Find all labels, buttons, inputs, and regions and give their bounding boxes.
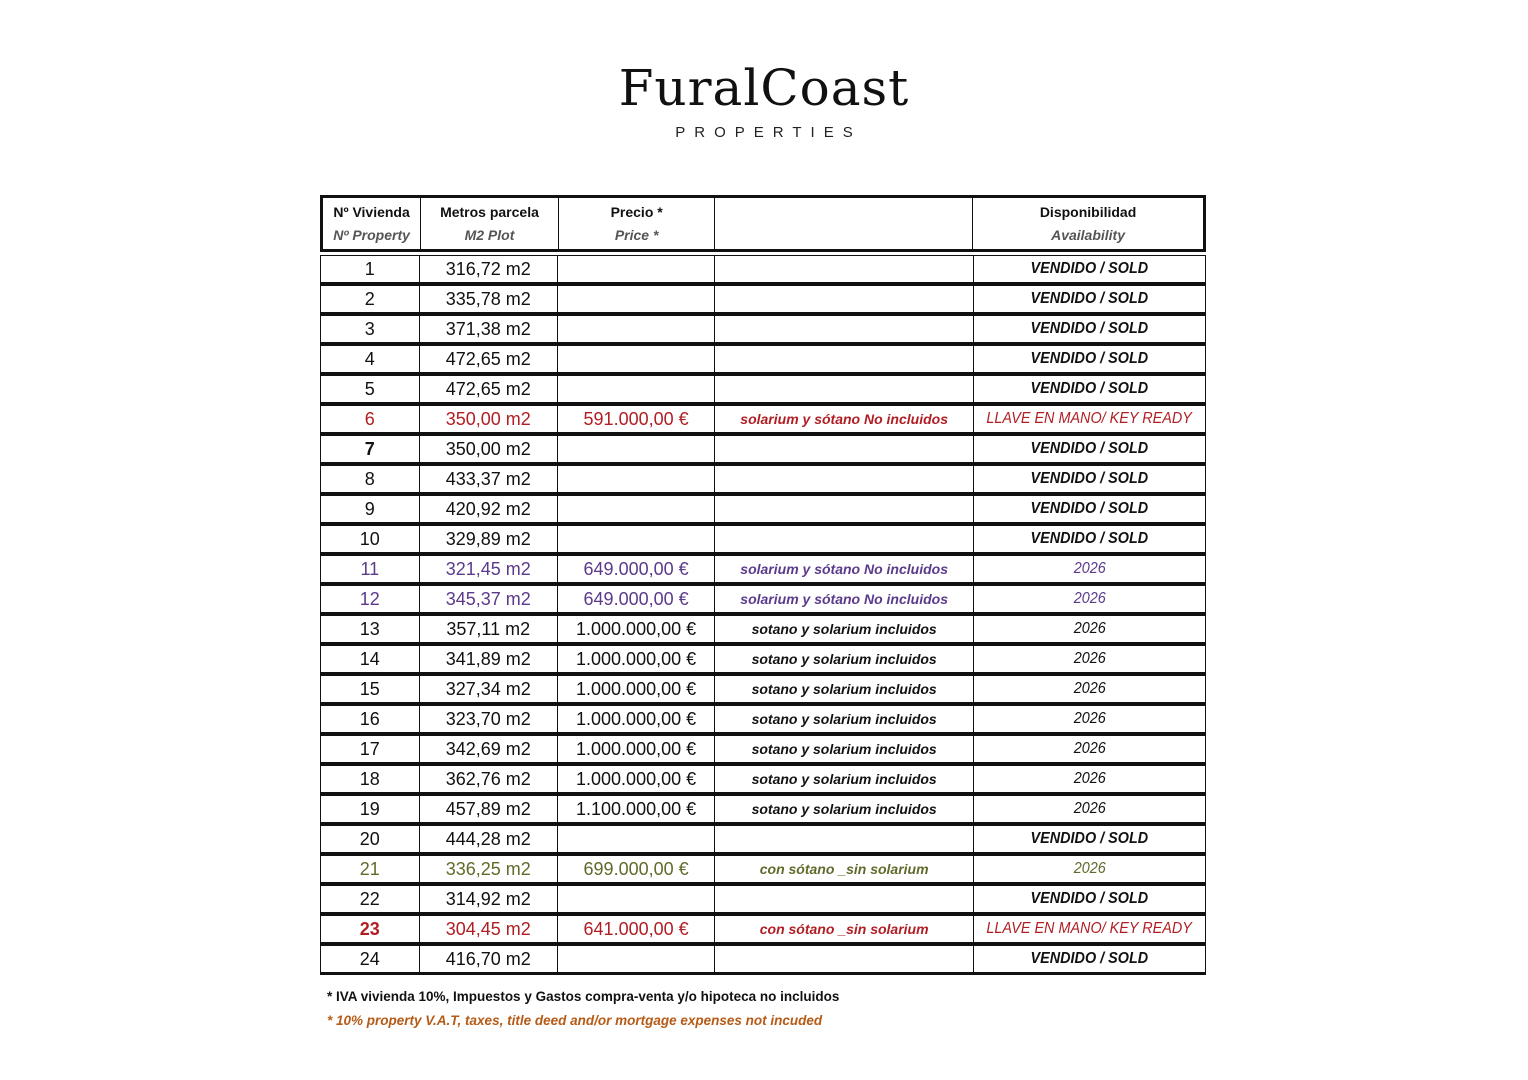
cell-plot-size: 327,34 m2 [445, 678, 531, 699]
cell-plot-size: 472,65 m2 [445, 378, 531, 399]
cell-availability: 2026 [1073, 560, 1106, 577]
cell-availability: VENDIDO / SOLD [1030, 290, 1149, 307]
cell-property-number: 13 [359, 618, 380, 639]
cell-notes: con sótano _sin solarium [759, 921, 929, 937]
cell-price: 1.000.000,00 € [576, 618, 697, 639]
table-row [320, 585, 1206, 615]
cell-availability: 2026 [1073, 800, 1106, 817]
cell-property-number: 1 [364, 258, 375, 279]
cell-plot-size: 472,65 m2 [445, 348, 531, 369]
cell-plot-size: 323,70 m2 [445, 708, 531, 729]
table-row [320, 525, 1206, 555]
table-row [320, 735, 1206, 765]
cell-availability: 2026 [1073, 590, 1106, 607]
cell-price: 1.000.000,00 € [576, 708, 697, 729]
cell-property-number: 10 [359, 528, 380, 549]
cell-plot-size: 336,25 m2 [445, 858, 531, 879]
cell-availability: VENDIDO / SOLD [1030, 260, 1149, 277]
cell-price: 1.100.000,00 € [576, 798, 697, 819]
cell-property-number: 9 [364, 498, 375, 519]
table-row [320, 255, 1206, 285]
cell-plot-size: 433,37 m2 [445, 468, 531, 489]
cell-plot-size: 357,11 m2 [446, 618, 531, 639]
table-row [320, 495, 1206, 525]
table-row [320, 555, 1206, 585]
cell-notes: sotano y solarium incluidos [751, 681, 937, 697]
company-logo [0, 58, 1528, 141]
cell-notes: solarium y sótano No incluidos [740, 591, 948, 607]
cell-availability: VENDIDO / SOLD [1030, 440, 1149, 457]
table-row [320, 465, 1206, 495]
cell-availability: VENDIDO / SOLD [1030, 830, 1149, 847]
cell-plot-size: 314,92 m2 [445, 888, 531, 909]
cell-property-number: 17 [359, 738, 380, 759]
header-availability: Disponibilidad Availability [1039, 204, 1137, 243]
cell-property-number: 19 [359, 798, 380, 819]
cell-plot-size: 457,89 m2 [445, 798, 531, 819]
cell-availability: VENDIDO / SOLD [1030, 950, 1149, 967]
cell-plot-size: 350,00 m2 [445, 438, 531, 459]
cell-property-number: 3 [364, 318, 375, 339]
table-row [320, 405, 1206, 435]
cell-property-number: 22 [359, 888, 380, 909]
header-property-number: Nº Vivienda Nº Property [323, 198, 421, 249]
table-row [320, 615, 1206, 645]
table-row [320, 915, 1206, 945]
cell-availability: LLAVE EN MANO/ KEY READY [986, 410, 1193, 427]
cell-property-number: 23 [359, 918, 380, 939]
cell-availability: 2026 [1073, 770, 1106, 787]
table-row [320, 375, 1206, 405]
table-row [320, 645, 1206, 675]
cell-availability: 2026 [1073, 680, 1106, 697]
table-body [320, 255, 1206, 975]
cell-property-number: 14 [359, 648, 380, 669]
cell-availability: VENDIDO / SOLD [1030, 380, 1149, 397]
cell-availability: 2026 [1073, 860, 1106, 877]
cell-plot-size: 444,28 m2 [445, 828, 531, 849]
table-row [320, 345, 1206, 375]
cell-availability: VENDIDO / SOLD [1030, 350, 1149, 367]
cell-property-number: 8 [364, 468, 375, 489]
cell-availability: VENDIDO / SOLD [1030, 890, 1149, 907]
cell-price: 1.000.000,00 € [576, 768, 697, 789]
cell-price: 649.000,00 € [583, 588, 689, 609]
cell-availability: VENDIDO / SOLD [1030, 500, 1149, 517]
cell-plot-size: 335,78 m2 [445, 288, 531, 309]
cell-availability: VENDIDO / SOLD [1030, 320, 1149, 337]
cell-plot-size: 345,37 m2 [445, 588, 531, 609]
cell-notes: sotano y solarium incluidos [751, 801, 937, 817]
cell-availability: VENDIDO / SOLD [1030, 530, 1149, 547]
cell-notes: sotano y solarium incluidos [751, 741, 937, 757]
table-row [320, 825, 1206, 855]
cell-plot-size: 362,76 m2 [445, 768, 531, 789]
cell-plot-size: 304,45 m2 [445, 918, 531, 939]
cell-property-number: 2 [364, 288, 375, 309]
footnote-spanish: * IVA vivienda 10%, Impuestos y Gastos compra-venta y/o hipoteca no incluidos [327, 989, 840, 1004]
cell-price: 591.000,00 € [583, 408, 689, 429]
cell-price: 1.000.000,00 € [576, 738, 697, 759]
cell-price: 699.000,00 € [583, 858, 689, 879]
cell-plot-size: 316,72 m2 [445, 258, 531, 279]
cell-property-number: 20 [359, 828, 380, 849]
cell-plot-size: 321,45 m2 [445, 558, 531, 579]
cell-notes: sotano y solarium incluidos [751, 711, 937, 727]
cell-availability: 2026 [1073, 740, 1106, 757]
table-header [320, 195, 1206, 252]
cell-notes: sotano y solarium incluidos [751, 771, 937, 787]
availability-table [320, 195, 1206, 975]
table-row [320, 285, 1206, 315]
table-row [320, 675, 1206, 705]
cell-plot-size: 329,89 m2 [445, 528, 531, 549]
cell-notes: sotano y solarium incluidos [751, 621, 937, 637]
header-price: Precio * Price * [559, 198, 716, 249]
cell-price: 649.000,00 € [583, 558, 689, 579]
cell-property-number: 5 [364, 378, 375, 399]
logo-subtitle: PROPERTIES [675, 124, 862, 141]
cell-price: 1.000.000,00 € [576, 678, 697, 699]
table-row [320, 315, 1206, 345]
cell-plot-size: 371,38 m2 [445, 318, 531, 339]
cell-property-number: 4 [364, 348, 375, 369]
table-row [320, 945, 1206, 975]
cell-notes: sotano y solarium incluidos [751, 651, 937, 667]
logo-wordmark: FuralCoast [618, 59, 910, 117]
table-row [320, 705, 1206, 735]
cell-notes: solarium y sótano No incluidos [740, 411, 948, 427]
cell-property-number: 24 [359, 948, 380, 969]
table-row [320, 435, 1206, 465]
header-plot-size: Metros parcela M2 Plot [421, 198, 559, 249]
cell-availability: VENDIDO / SOLD [1030, 470, 1149, 487]
cell-plot-size: 342,69 m2 [445, 738, 531, 759]
table-row [320, 795, 1206, 825]
cell-property-number: 21 [359, 858, 380, 879]
cell-plot-size: 416,70 m2 [445, 948, 531, 969]
cell-plot-size: 420,92 m2 [445, 498, 531, 519]
cell-availability: LLAVE EN MANO/ KEY READY [986, 920, 1193, 937]
table-row [320, 765, 1206, 795]
cell-availability: 2026 [1073, 620, 1106, 637]
cell-notes: solarium y sótano No incluidos [740, 561, 948, 577]
cell-availability: 2026 [1073, 650, 1106, 667]
cell-property-number: 18 [359, 768, 380, 789]
table-row [320, 855, 1206, 885]
cell-property-number: 15 [359, 678, 380, 699]
cell-property-number: 16 [359, 708, 380, 729]
cell-property-number: 11 [360, 558, 380, 579]
footnote-english: * 10% property V.A.T, taxes, title deed and/or mortgage expenses not incuded [327, 1013, 823, 1028]
cell-plot-size: 350,00 m2 [445, 408, 531, 429]
cell-property-number: 6 [364, 408, 375, 429]
table-row [320, 885, 1206, 915]
cell-plot-size: 341,89 m2 [445, 648, 531, 669]
cell-notes: con sótano _sin solarium [759, 861, 929, 877]
cell-property-number: 12 [359, 588, 380, 609]
cell-price: 641.000,00 € [583, 918, 689, 939]
cell-availability: 2026 [1073, 710, 1106, 727]
header-notes [715, 198, 973, 249]
cell-property-number: 7 [364, 438, 375, 459]
cell-price: 1.000.000,00 € [576, 648, 697, 669]
